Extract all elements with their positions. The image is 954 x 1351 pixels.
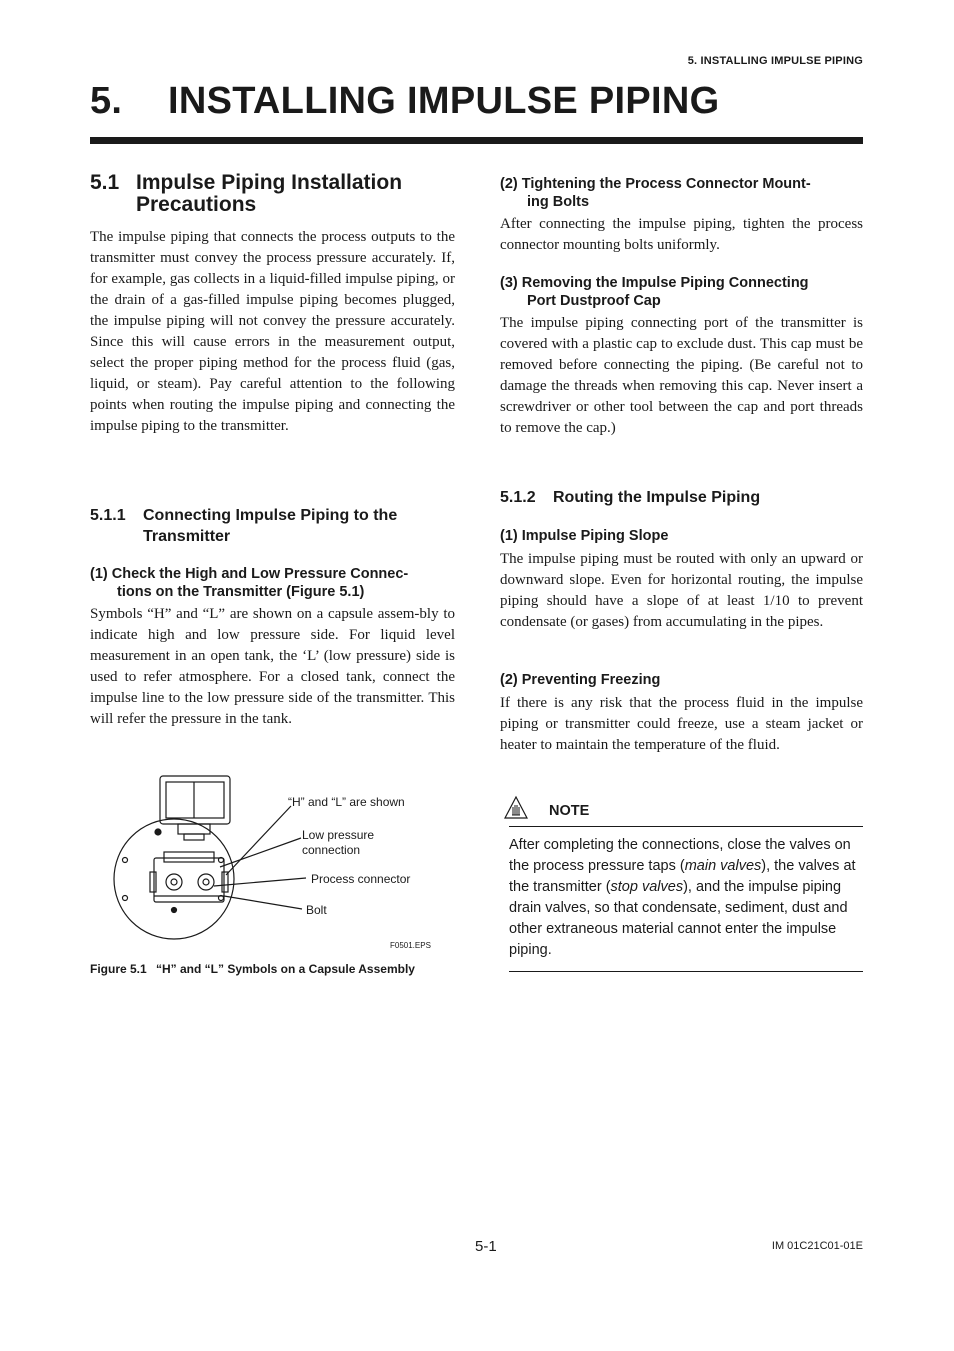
section-title-line2: Precautions xyxy=(136,193,257,216)
note-text-a: After completing the connections, close the valves on the process pressure taps ( xyxy=(509,837,851,874)
figure-caption xyxy=(90,962,415,976)
figure-caption-text: “H” and “L” Symbols on a Capsule Assembly xyxy=(156,962,415,976)
note-italic-main-valves: main valves xyxy=(684,858,762,874)
freezing-body: If there is any risk that the process fluid in the impulse piping or transmitter could freeze, use a steam jacket or heater to maintain the temperature of the fluid. xyxy=(500,695,863,753)
caution-hand-icon xyxy=(503,795,529,821)
item-1-heading xyxy=(90,565,455,601)
section-title-line1: Impulse Piping Installation xyxy=(136,171,403,194)
low-port xyxy=(198,874,214,890)
note-text-b: ), the valves at the transmitter ( xyxy=(509,858,856,895)
item-2-heading xyxy=(500,175,863,211)
running-header: 5. INSTALLING IMPULSE PIPING xyxy=(687,55,863,67)
callout-leader-bolt xyxy=(224,896,302,909)
high-port xyxy=(166,874,182,890)
note-title: NOTE xyxy=(549,803,590,819)
subsection-title: Routing the Impulse Piping xyxy=(553,489,761,506)
item-3-heading xyxy=(500,274,863,310)
subsection-title-line1: Connecting Impulse Piping to the xyxy=(143,507,398,524)
section-5-1-heading xyxy=(90,172,455,216)
callout-leader-low-pressure xyxy=(220,838,301,867)
section-5-1-2-heading xyxy=(500,487,863,508)
chapter-number: 5. xyxy=(90,80,123,122)
section-5-1-body: The impulse piping that connects the process outputs to the transmitter must convey the process pressure accurately. If, for example, gas collects in a liquid-filled impulse piping, or the drain of a gas-filled impulse piping becomes plugged, the impulse piping will not convey the pressure accurately. Since this will cause errors in the measurement output, select the proper piping method for the process fluid (gas, liquid, or steam). Pay careful attention to the following points when routing the impulse piping and connecting the impulse piping to the transmitter. xyxy=(90,229,455,434)
slope-body: The impulse piping must be routed with only an upward or downward slope. Even for horizontal routing, the impulse piping should have a slope of at least 1/10 to prevent condensate (or gases) from accumulating in the pipes. xyxy=(500,551,863,630)
figure-code: F0501.EPS xyxy=(390,941,431,950)
section-number: 5.1 xyxy=(90,171,120,194)
note-text-c: ), and the impulse piping drain valves, so that condensate, sediment, dust and other extraneous material cannot enter the impulse piping. xyxy=(509,879,848,958)
callout-leader-hl xyxy=(226,806,291,875)
subsection-number: 5.1.1 xyxy=(90,507,126,524)
item-heading-line2: tions on the Transmitter (Figure 5.1) xyxy=(117,584,365,600)
callout-connection: connection xyxy=(302,843,361,857)
item-heading-line1: (3) Removing the Impulse Piping Connecting xyxy=(500,275,809,291)
item-heading-line2: ing Bolts xyxy=(527,194,590,210)
chapter-title xyxy=(90,80,720,123)
callout-low-pressure: Low pressure xyxy=(302,828,375,842)
item-heading-line2: Port Dustproof Cap xyxy=(527,293,661,309)
item-2-body: After connecting the impulse piping, tighten the process connector mounting bolts uniformly. xyxy=(500,216,863,253)
capsule-assembly-figure xyxy=(106,768,446,954)
transmitter-housing xyxy=(160,776,230,824)
document-id: IM 01C21C01-01E xyxy=(771,1240,863,1252)
slope-heading: (1) Impulse Piping Slope xyxy=(500,528,669,544)
title-rule xyxy=(90,137,863,144)
note-rule-bottom xyxy=(509,971,863,972)
section-5-1-1-heading xyxy=(90,505,455,547)
chapter-title-text: INSTALLING IMPULSE PIPING xyxy=(168,80,720,122)
note-italic-stop-valves: stop valves xyxy=(610,879,684,895)
figure-caption-number: Figure 5.1 xyxy=(90,962,147,976)
item-1-body: Symbols “H” and “L” are shown on a capsule assem-bly to indicate high and low pressure side. For liquid level measurement in an open tank, the ‘L’ (low pressure) side is used to refer atmosphere. For a closed tank, connect the impulse line to the low pressure side of the transmitter. This will refer the pressure in the tank. xyxy=(90,606,455,727)
item-3-body: The impulse piping connecting port of the transmitter is covered with a plastic cap to exclude dust. This cap must be removed before connecting the piping. (Be careful not to damage the threads when removing this cap. Never insert a screwdriver or other tool between the cap and port threads to remove the cap.) xyxy=(500,315,863,436)
subsection-number: 5.1.2 xyxy=(500,489,536,506)
callout-hl-shown: “H” and “L” are shown xyxy=(288,795,405,809)
subsection-title-line2: Transmitter xyxy=(143,528,231,545)
page-number: 5-1 xyxy=(475,1238,497,1255)
note-body xyxy=(509,835,865,961)
item-heading-line1: (2) Tightening the Process Connector Mount- xyxy=(500,176,811,192)
item-heading-line1: (1) Check the High and Low Pressure Connec- xyxy=(90,566,409,582)
callout-process-connector: Process connector xyxy=(311,872,411,886)
note-rule-top xyxy=(509,826,863,827)
callout-bolt: Bolt xyxy=(306,903,327,917)
freezing-heading: (2) Preventing Freezing xyxy=(500,672,661,688)
